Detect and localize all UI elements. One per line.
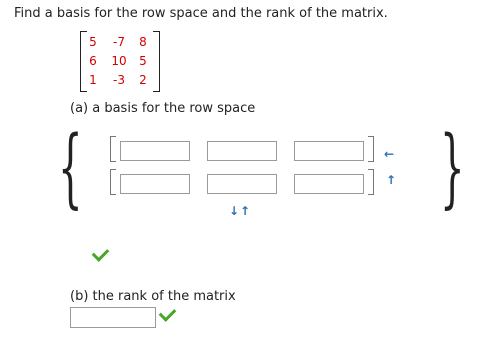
right-curly-brace: } [440,118,465,218]
remove-column-arrow-icon[interactable]: ← [384,147,395,161]
matrix-row [80,70,160,90]
vector1-left-bracket [110,136,116,162]
remove-row-arrow-icon[interactable]: ↓ [229,204,240,218]
part-a-label: (a) a basis for the row space [70,101,256,116]
matrix-cell: 1 [89,73,97,87]
left-curly-brace: { [58,118,83,218]
matrix-cell: -7 [113,35,125,49]
question-text: Find a basis for the row space and the rank of the matrix. [14,6,388,21]
matrix-cell: 8 [139,35,147,49]
matrix-cell: 2 [139,73,147,87]
add-row-arrow-icon[interactable]: ↑ [240,204,251,218]
add-column-arrow-icon[interactable]: ↑ [386,173,397,187]
matrix-cell: 5 [139,54,147,68]
matrix-cell: -3 [113,73,125,87]
matrix [80,31,160,91]
basis-vector2-entry3[interactable] [294,174,364,194]
vector2-right-bracket [368,169,374,195]
correct-check-icon [159,304,177,322]
matrix-cell: 5 [89,35,97,49]
matrix-cell: 6 [89,54,97,68]
basis-vector2-entry1[interactable] [120,174,190,194]
matrix-cell: 10 [111,54,127,68]
vector2-left-bracket [110,169,116,195]
part-b-label: (b) the rank of the matrix [70,289,236,304]
basis-vector1-entry3[interactable] [294,141,364,161]
matrix-row [80,51,160,71]
vector1-right-bracket [368,136,374,162]
correct-check-icon [92,244,110,262]
rank-input[interactable] [70,307,156,328]
basis-vector2-entry2[interactable] [207,174,277,194]
matrix-row [80,32,160,52]
basis-vector1-entry1[interactable] [120,141,190,161]
basis-vector1-entry2[interactable] [207,141,277,161]
